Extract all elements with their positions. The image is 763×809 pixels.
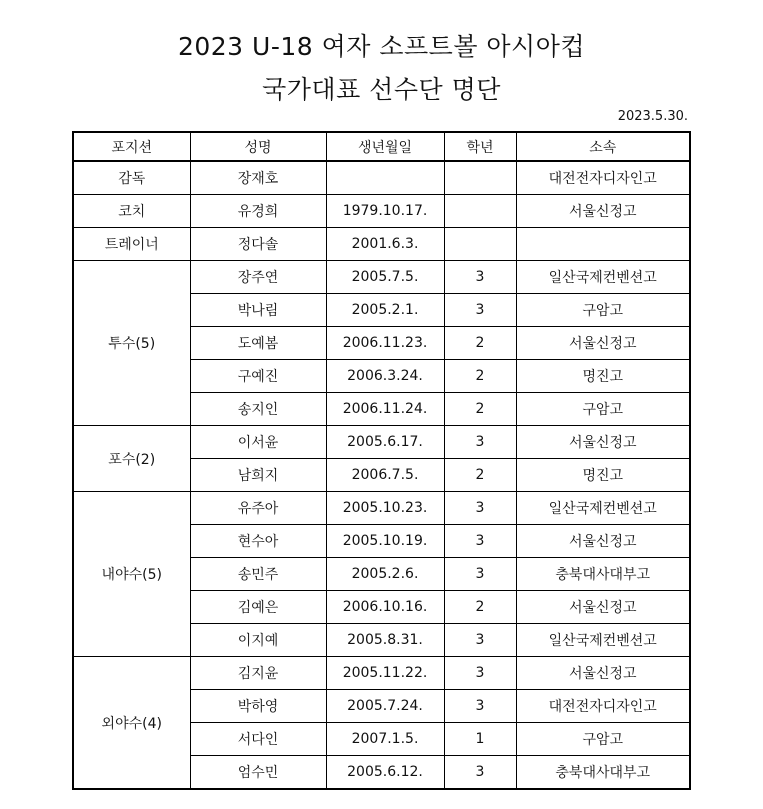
player-birthdate: 2006.3.24. xyxy=(326,360,444,393)
player-birthdate: 2005.2.6. xyxy=(326,558,444,591)
position-cell: 감독 xyxy=(73,161,190,195)
player-grade: 2 xyxy=(444,591,516,624)
player-affiliation: 구암고 xyxy=(516,723,690,756)
player-affiliation: 서울신정고 xyxy=(516,327,690,360)
player-affiliation xyxy=(516,228,690,261)
player-birthdate: 2006.11.23. xyxy=(326,327,444,360)
player-grade: 3 xyxy=(444,492,516,525)
player-birthdate: 2005.10.19. xyxy=(326,525,444,558)
player-name: 이서윤 xyxy=(190,426,326,459)
player-grade: 3 xyxy=(444,294,516,327)
player-grade: 2 xyxy=(444,360,516,393)
table-header-row xyxy=(73,132,690,161)
player-name: 구예진 xyxy=(190,360,326,393)
player-grade: 3 xyxy=(444,558,516,591)
header-affiliation: 소속 xyxy=(516,132,690,161)
player-grade: 2 xyxy=(444,459,516,492)
player-affiliation: 서울신정고 xyxy=(516,591,690,624)
player-birthdate: 2005.11.22. xyxy=(326,657,444,690)
player-birthdate: 2005.7.5. xyxy=(326,261,444,294)
player-affiliation: 구암고 xyxy=(516,294,690,327)
player-affiliation: 서울신정고 xyxy=(516,426,690,459)
header-name: 성명 xyxy=(190,132,326,161)
player-name: 현수아 xyxy=(190,525,326,558)
player-affiliation: 충북대사대부고 xyxy=(516,558,690,591)
player-name: 서다인 xyxy=(190,723,326,756)
player-birthdate: 2006.10.16. xyxy=(326,591,444,624)
player-grade: 3 xyxy=(444,426,516,459)
position-cell: 내야수(5) xyxy=(73,492,190,657)
player-affiliation: 서울신정고 xyxy=(516,195,690,228)
document-title-line-1: 2023 U-18 여자 소프트볼 아시아컵 xyxy=(177,32,586,61)
player-name: 장주연 xyxy=(190,261,326,294)
table-row xyxy=(73,261,690,294)
player-birthdate: 1979.10.17. xyxy=(326,195,444,228)
player-grade: 3 xyxy=(444,261,516,294)
player-name: 박나림 xyxy=(190,294,326,327)
player-affiliation: 일산국제컨벤션고 xyxy=(516,624,690,657)
position-cell: 트레이너 xyxy=(73,228,190,261)
position-cell: 투수(5) xyxy=(73,261,190,426)
player-name: 이지예 xyxy=(190,624,326,657)
player-birthdate: 2006.7.5. xyxy=(326,459,444,492)
player-grade xyxy=(444,161,516,195)
header-grade: 학년 xyxy=(444,132,516,161)
player-affiliation: 명진고 xyxy=(516,360,690,393)
table-row xyxy=(73,228,690,261)
player-affiliation: 서울신정고 xyxy=(516,657,690,690)
player-name: 도예봄 xyxy=(190,327,326,360)
player-birthdate xyxy=(326,161,444,195)
player-affiliation: 구암고 xyxy=(516,393,690,426)
player-grade: 2 xyxy=(444,327,516,360)
player-affiliation: 일산국제컨벤션고 xyxy=(516,261,690,294)
player-name: 엄수민 xyxy=(190,756,326,790)
header-position: 포지션 xyxy=(73,132,190,161)
player-affiliation: 서울신정고 xyxy=(516,525,690,558)
player-grade: 3 xyxy=(444,657,516,690)
player-name: 송민주 xyxy=(190,558,326,591)
player-birthdate: 2005.2.1. xyxy=(326,294,444,327)
player-birthdate: 2005.8.31. xyxy=(326,624,444,657)
player-name: 김지윤 xyxy=(190,657,326,690)
player-birthdate: 2005.7.24. xyxy=(326,690,444,723)
player-grade xyxy=(444,228,516,261)
player-birthdate: 2005.6.17. xyxy=(326,426,444,459)
player-name: 송지인 xyxy=(190,393,326,426)
player-name: 정다솔 xyxy=(190,228,326,261)
player-affiliation: 충북대사대부고 xyxy=(516,756,690,790)
player-name: 유주아 xyxy=(190,492,326,525)
player-birthdate: 2006.11.24. xyxy=(326,393,444,426)
player-name: 남희지 xyxy=(190,459,326,492)
player-name: 박하영 xyxy=(190,690,326,723)
player-grade: 3 xyxy=(444,690,516,723)
document-date: 2023.5.30. xyxy=(617,109,688,124)
player-affiliation: 대전전자디자인고 xyxy=(516,690,690,723)
player-grade: 1 xyxy=(444,723,516,756)
player-birthdate: 2001.6.3. xyxy=(326,228,444,261)
player-birthdate: 2005.10.23. xyxy=(326,492,444,525)
table-row xyxy=(73,195,690,228)
player-grade: 3 xyxy=(444,756,516,790)
player-name: 김예은 xyxy=(190,591,326,624)
player-name: 장재호 xyxy=(190,161,326,195)
player-grade: 3 xyxy=(444,525,516,558)
player-affiliation: 일산국제컨벤션고 xyxy=(516,492,690,525)
table-row xyxy=(73,657,690,690)
position-cell: 외야수(4) xyxy=(73,657,190,790)
player-name: 유경희 xyxy=(190,195,326,228)
player-grade xyxy=(444,195,516,228)
position-cell: 코치 xyxy=(73,195,190,228)
player-birthdate: 2007.1.5. xyxy=(326,723,444,756)
position-cell: 포수(2) xyxy=(73,426,190,492)
table-row xyxy=(73,161,690,195)
document-title-line-2: 국가대표 선수단 명단 xyxy=(262,75,501,104)
table-row xyxy=(73,492,690,525)
roster-body xyxy=(73,161,690,789)
player-grade: 3 xyxy=(444,624,516,657)
header-birthdate: 생년월일 xyxy=(326,132,444,161)
player-affiliation: 대전전자디자인고 xyxy=(516,161,690,195)
roster-table xyxy=(72,131,691,790)
player-birthdate: 2005.6.12. xyxy=(326,756,444,790)
player-affiliation: 명진고 xyxy=(516,459,690,492)
table-row xyxy=(73,426,690,459)
player-grade: 2 xyxy=(444,393,516,426)
